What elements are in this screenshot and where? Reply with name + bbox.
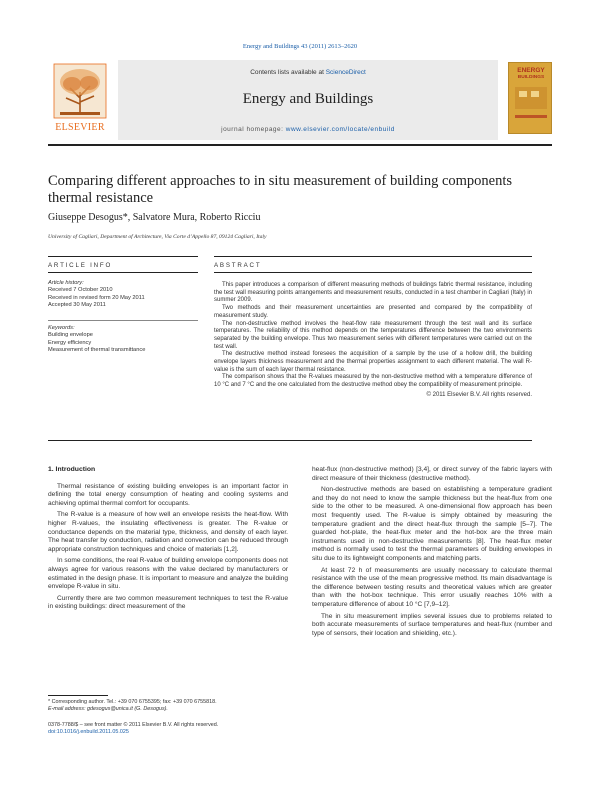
body-column-left xyxy=(48,466,288,615)
issn-line: 0378-7788/$ – see front matter © 2011 Elsevier B.V. All rights reserved. xyxy=(48,722,219,728)
article-info-heading: ARTICLE INFO xyxy=(48,262,113,269)
journal-homepage: journal homepage: www.elsevier.com/locate/enbuild xyxy=(221,126,395,133)
keyword-item: Building envelope xyxy=(48,332,93,339)
journal-reference[interactable]: Energy and Buildings 43 (2011) 2613–2620 xyxy=(242,43,358,50)
abstract-text xyxy=(214,282,532,400)
doi-link[interactable]: doi:10.1016/j.enbuild.2011.05.025 xyxy=(48,729,129,735)
homepage-link[interactable]: www.elsevier.com/locate/enbuild xyxy=(285,126,395,133)
received-date: Received 7 October 2010 xyxy=(48,287,113,294)
contents-line: Contents lists available at ScienceDirect xyxy=(250,69,366,76)
accepted-date: Accepted 30 May 2011 xyxy=(48,301,106,308)
header-rule xyxy=(48,144,552,146)
abstract-paragraph: The non-destructive method involves the heat-flow rate measurement through the test wall and its surface temperatures. The reliability of this method depends on the temperatures difference between the two environments separated by the building envelope. Thus two measurement series with different temperatures were carried out on the test wall. xyxy=(214,320,532,350)
journal-cover-thumbnail xyxy=(508,62,552,134)
copyright-notice: © 2011 Elsevier B.V. All rights reserved. xyxy=(426,391,532,398)
cover-title-buildings: BUILDINGS xyxy=(517,75,545,80)
article-info-rule-bottom xyxy=(48,272,198,273)
abstract-paragraph: Two methods and their measurement uncertainties are presented and compared by the compatibility of measurement study. xyxy=(214,305,532,319)
keyword-item: Energy efficiency xyxy=(48,339,92,346)
revised-date: Received in revised form 20 May 2011 xyxy=(48,294,145,301)
section-heading-introduction: 1. Introduction xyxy=(48,466,96,473)
body-paragraph: In some conditions, the real R-value of building envelope components does not always agree for various reasons with the value declared by manufacturers or estimated in the design phase. It is important to measure and analyze the building envelope R-value in situ. xyxy=(48,557,288,591)
article-info-rule-top xyxy=(48,256,198,257)
publication-info xyxy=(48,722,288,736)
abstract-paragraph: The destructive method instead foresees the acquisition of a sample by the use of a hollow drill, the building envelope layers thickness measurement and the thermal properties assignment to each different material. The wall R-value is the sum of each layer thermal resistance. xyxy=(214,351,532,373)
author-email[interactable]: E-mail address: gdesogus@unica.it (G. Desogus). xyxy=(48,706,168,712)
abstract-heading: ABSTRACT xyxy=(214,262,262,269)
info-divider xyxy=(48,320,198,321)
tree-emblem-icon xyxy=(48,62,112,120)
abstract-paragraph: This paper introduces a comparison of different measuring methods of buildings fabric thermal resistance, including the test wall measuring points arrangements and measurement results, conducted in a test chamber in Cagliari (Italy) in summer 2009. xyxy=(214,282,532,304)
abstract-paragraph: The comparison shows that the R-values measured by the non-destructive method with a temperature difference of 10 °C and 7 °C and the one calculated from the destructive method obey the compatibility of measurement principle. xyxy=(214,374,532,389)
publisher-name: ELSEVIER xyxy=(55,122,105,133)
keywords-label: Keywords: xyxy=(48,325,75,331)
body-paragraph: heat-flux (non-destructive method) [3,4], or direct survey of the fabric layers with direct measure of their thickness (destructive method). xyxy=(312,466,552,482)
keywords-block xyxy=(48,325,198,354)
body-paragraph: The R-value is a measure of how well an envelope resists the heat-flow. With higher R-values, the insulating effectiveness is greater. The R-value or conductance depends on the material type, thickness, and density of each layer. The heat transfer by conduction, radiation and convection can be reduced through appropriate construction techniques and choice of materials [1,2]. xyxy=(48,511,288,553)
cover-title-energy: ENERGY xyxy=(517,67,545,74)
body-paragraph: At least 72 h of measurements are usually necessary to calculate thermal resistance with the use of the mean progressive method. Its main disadvantage is the difference between testing results and theoretical values which are greater than with the hot-box technique. This error usually reaches 10% with a temperature difference of about 10 °C [7,9–12]. xyxy=(312,566,552,608)
article-history xyxy=(48,280,198,309)
body-paragraph: The in situ measurement implies several issues due to problems related to both accurate measurements of surface temperatures and heat-flux (number and type of sensors, their location and shielding, etc.). xyxy=(312,612,552,637)
journal-name: Energy and Buildings xyxy=(242,91,374,107)
body-paragraph: Thermal resistance of existing building envelopes is an important factor in defining the total energy consumption of heating and cooling systems and achieving optimal thermal comfort for occupants. xyxy=(48,482,288,507)
author-affiliation: University of Cagliari, Department of Architecture, Via Corte d’Appello 87, 09124 Cagliari, Italy xyxy=(48,234,267,240)
abstract-rule-top xyxy=(214,256,532,257)
sciencedirect-link[interactable]: ScienceDirect xyxy=(325,69,366,76)
body-paragraph: Non-destructive methods are based on establishing a temperature gradient and they do not need to know the sample thickness but the heat-flux from one side to the other to be measured. A one-dimensional flow approach has been most frequently used. The R-value is simply obtained by measuring the temperature gradient and the direct heat-flux through the sample [5–7]. The guarded hot-plate, the heat-flux meter and the hot-box are the three main instruments used in non-destructive measurements [8]. The heat-flux meter method is normally used to test the thermal parameters of building envelopes in situ due to its lightweight components and matching parts. xyxy=(312,486,552,562)
body-paragraph: Currently there are two common measurement techniques to test the R-value in existing buildings: direct measurement of the xyxy=(48,594,288,611)
elsevier-logo xyxy=(48,62,112,138)
abstract-rule-bottom xyxy=(214,272,532,273)
corresponding-author-footnote xyxy=(48,699,288,713)
author-contact: * Corresponding author. Tel.: +39 070 6755395; fax: +39 070 6755818. xyxy=(48,699,217,705)
footnote-rule xyxy=(48,695,108,696)
cover-illustration-icon xyxy=(509,63,552,134)
author-list[interactable]: Giuseppe Desogus*, Salvatore Mura, Roberto Ricciu xyxy=(48,212,261,223)
article-title: Comparing different approaches to in situ measurement of building components thermal resistance xyxy=(48,173,513,206)
history-label: Article history: xyxy=(48,280,84,286)
keyword-item: Measurement of thermal transmittance xyxy=(48,346,146,353)
body-column-right xyxy=(312,466,552,641)
abstract-end-rule xyxy=(48,440,532,441)
